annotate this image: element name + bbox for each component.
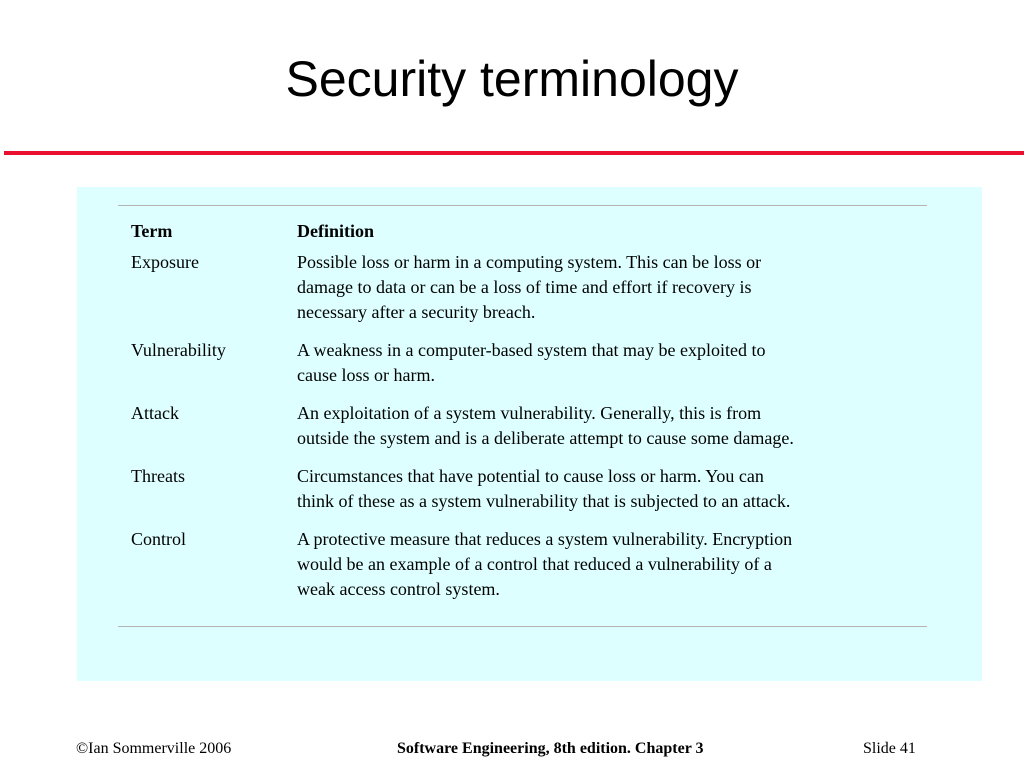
term-cell: Control [131,529,187,549]
definition-cell [297,527,907,602]
table-row [131,464,921,514]
terminology-table [131,219,921,615]
table-row [131,338,921,388]
definition-line: Circumstances that have potential to cause loss or harm. You can [297,466,764,486]
definition-line: An exploitation of a system vulnerability. Generally, this is from [297,403,762,423]
title-divider [4,151,1024,155]
slide-title: Security terminology [285,51,739,107]
table-row [131,401,921,451]
definition-line: A protective measure that reduces a system vulnerability. Encryption [297,529,793,549]
definition-cell [297,250,907,325]
table-header-row [131,219,921,244]
definition-line: cause loss or harm. [297,365,435,385]
table-bottom-rule [118,626,927,627]
term-cell: Exposure [131,252,199,272]
footer-copyright: ©Ian Sommerville 2006 [76,740,232,757]
term-cell: Threats [131,466,185,486]
term-cell: Vulnerability [131,340,226,360]
definition-line: necessary after a security breach. [297,302,536,322]
definition-line: Possible loss or harm in a computing system. This can be loss or [297,252,762,272]
footer-slide-number: Slide 41 [863,740,916,757]
definition-line: think of these as a system vulnerability that is subjected to an attack. [297,491,791,511]
header-definition: Definition [297,221,375,241]
definition-line: outside the system and is a deliberate attempt to cause some damage. [297,428,794,448]
definition-line: damage to data or can be a loss of time and effort if recovery is [297,277,752,297]
definition-line: A weakness in a computer-based system that may be exploited to [297,340,766,360]
table-top-rule [118,205,927,206]
definition-line: weak access control system. [297,579,500,599]
header-term: Term [131,221,173,241]
definition-cell [297,401,907,451]
definition-cell [297,464,907,514]
footer-book-title: Software Engineering, 8th edition. Chapter 3 [397,740,704,757]
term-cell: Attack [131,403,179,423]
definition-cell [297,338,907,388]
table-row [131,527,921,602]
definition-line: would be an example of a control that reduced a vulnerability of a [297,554,772,574]
table-row [131,250,921,325]
